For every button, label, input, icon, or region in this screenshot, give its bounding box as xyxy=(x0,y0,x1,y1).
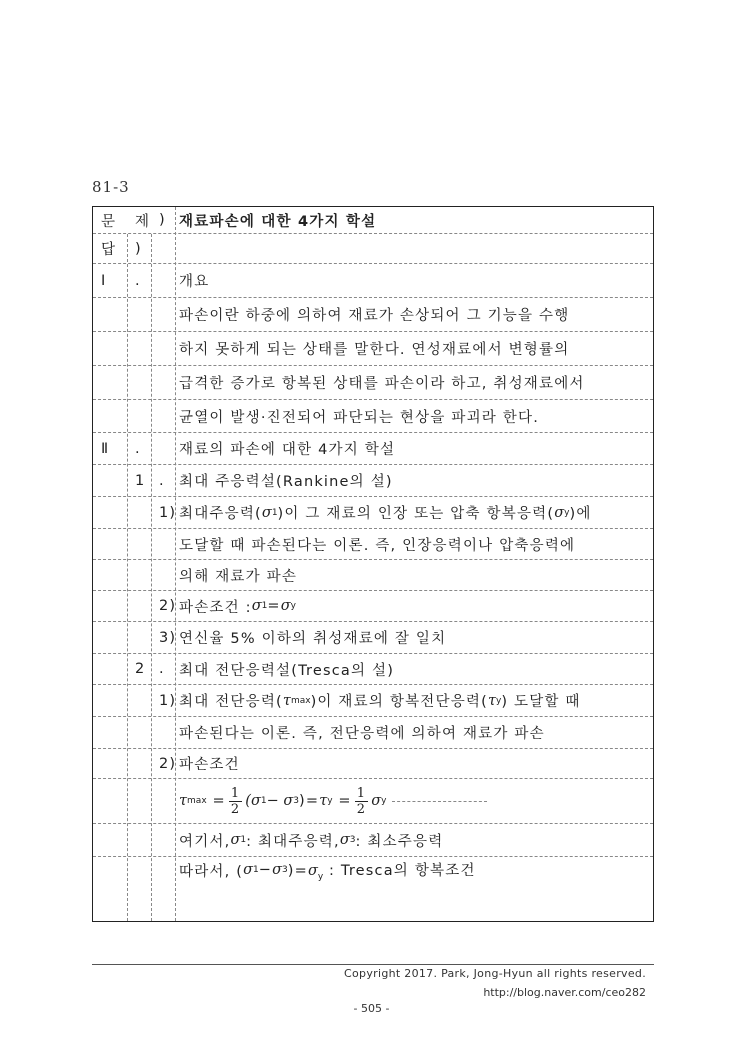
math-sub: 3 xyxy=(349,835,356,845)
row-marker-c: 3) xyxy=(159,629,177,646)
column-divider xyxy=(127,234,128,921)
row-marker-c: ) xyxy=(159,212,166,228)
table-row xyxy=(93,497,653,529)
text-part: )이 재료의 항복전단응력( xyxy=(310,694,488,710)
math-var: σ xyxy=(272,862,283,878)
row-text xyxy=(179,824,651,856)
eq-op: = xyxy=(338,793,352,809)
table-row xyxy=(93,591,653,622)
question-title: 재료파손에 대한 4가지 학설 xyxy=(179,213,377,230)
row-text: 의해 재료가 파손 xyxy=(179,568,298,585)
math-var: τ xyxy=(282,692,291,709)
row-text xyxy=(179,857,651,883)
math-sub: 1 xyxy=(253,865,259,875)
row-marker-b: . xyxy=(135,272,141,289)
eq-op: = xyxy=(212,793,226,809)
eq-sub: 3 xyxy=(293,796,299,806)
table-row xyxy=(93,234,653,264)
row-text: 균열이 발생·진전되어 파단되는 현상을 파괴라 한다. xyxy=(179,409,540,426)
table-row xyxy=(93,529,653,560)
table-row xyxy=(93,749,653,779)
math-sub: 1 xyxy=(261,601,268,611)
text-part: )이 그 재료의 인장 또는 압축 항복응력( xyxy=(277,506,555,522)
text-part: = xyxy=(267,598,281,614)
column-divider xyxy=(151,234,152,921)
text-part: ) 도달할 때 xyxy=(501,694,581,710)
math-var: σ xyxy=(230,832,241,848)
row-text: 도달할 때 파손된다는 이론. 즉, 인장응력이나 압축응력에 xyxy=(179,537,576,554)
math-sub: max xyxy=(290,695,311,706)
eq-sub: y xyxy=(381,796,387,806)
document-number: 81-3 xyxy=(92,178,130,196)
row-marker-a: 답 xyxy=(101,242,117,258)
eq-var: − σ xyxy=(266,793,294,809)
eq-sub: max xyxy=(187,796,207,806)
eq-sub: 1 xyxy=(260,796,267,806)
table-row xyxy=(93,622,653,654)
row-marker-a: Ⅱ xyxy=(101,440,110,457)
math-var: τ xyxy=(487,692,496,709)
text-part: )에 xyxy=(569,506,592,522)
math-sub: y xyxy=(564,507,570,518)
table-row xyxy=(93,366,653,400)
eq-sub: y xyxy=(327,796,333,806)
eq-num: 1 xyxy=(230,785,241,801)
table-row xyxy=(93,560,653,591)
eq-fraction xyxy=(355,786,368,817)
eq-op: ) xyxy=(299,793,306,809)
table-row xyxy=(93,685,653,717)
table-row xyxy=(93,654,653,685)
text-part: − xyxy=(258,862,273,878)
table-row xyxy=(93,824,653,857)
row-marker-b: ) xyxy=(135,240,142,257)
math-var: σ xyxy=(339,832,350,848)
math-var: σ xyxy=(243,862,254,878)
math-var: σ xyxy=(251,598,262,614)
text-part: 최대주응력( xyxy=(179,506,262,522)
math-sub: 1 xyxy=(240,835,247,845)
table-row xyxy=(93,779,653,824)
equation-underline xyxy=(392,801,487,802)
row-marker-c: . xyxy=(159,661,165,677)
table-row xyxy=(93,857,653,883)
eq-op: = xyxy=(305,793,320,809)
text-part: 여기서, xyxy=(179,833,231,850)
table-row xyxy=(93,264,653,298)
math-sub: y xyxy=(317,871,324,882)
row-text xyxy=(179,685,651,716)
row-text: 개요 xyxy=(179,274,210,290)
table-row xyxy=(93,332,653,366)
math-var: σ xyxy=(554,504,565,521)
table-row xyxy=(93,717,653,749)
eq-var: σ xyxy=(371,793,382,809)
row-text xyxy=(179,497,651,528)
row-text xyxy=(179,234,651,263)
eq-den: 2 xyxy=(356,801,367,817)
text-part: )$=\sigma_y$ : Tresca의 항복조건 xyxy=(287,862,476,882)
eq-var: (σ xyxy=(245,793,261,809)
eq-den: 2 xyxy=(230,801,241,817)
math-sub: 1 xyxy=(271,507,278,518)
row-marker-c: 2) xyxy=(159,598,177,614)
math-var: σ xyxy=(280,598,291,614)
row-marker-a: 문 xyxy=(101,213,117,230)
row-text: 파손이란 하중에 의하여 재료가 손상되어 그 기능을 수행 xyxy=(179,308,570,324)
column-divider xyxy=(175,207,176,921)
copyright-notice: Copyright 2017. Park, Jong-Hyun all rights reserved. xyxy=(344,967,646,980)
row-text: 하지 못하게 되는 상태를 말한다. 연성재료에서 변형률의 xyxy=(179,342,570,358)
row-text: 최대 주응력설(Rankine의 설) xyxy=(179,474,393,490)
row-marker-b: . xyxy=(135,440,141,457)
row-marker-c: 1) xyxy=(159,692,177,709)
text-part: 따라서, ( xyxy=(179,863,244,880)
table-row xyxy=(93,433,653,465)
row-marker-b: 1 xyxy=(135,472,146,489)
footer-rule xyxy=(92,964,654,965)
table-row xyxy=(93,207,653,234)
blog-url: http://blog.naver.com/ceo282 xyxy=(483,986,646,999)
text-part: : 최대주응력, xyxy=(246,833,340,850)
math-var: σ xyxy=(261,504,272,521)
table-row xyxy=(93,298,653,332)
row-marker-c: . xyxy=(159,472,165,489)
math-sub: y xyxy=(496,695,502,706)
math-sub: 3 xyxy=(282,865,288,875)
row-marker-a: Ⅰ xyxy=(101,272,107,289)
row-text: 급격한 증가로 항복된 상태를 파손이라 하고, 취성재료에서 xyxy=(179,376,585,392)
math-sub: y xyxy=(290,601,296,611)
answer-sheet-table xyxy=(92,206,654,922)
eq-fraction xyxy=(229,786,242,817)
eq-num: 1 xyxy=(356,785,367,801)
math-var: σ xyxy=(307,862,318,879)
eq-var: τ xyxy=(319,793,328,809)
row-text: 재료의 파손에 대한 4가지 학설 xyxy=(179,442,396,458)
text-part: 최대 전단응력( xyxy=(179,694,283,710)
row-marker-c: 1) xyxy=(159,504,177,521)
table-row xyxy=(93,400,653,433)
row-text: 연신율 5% 이하의 취성재료에 잘 일치 xyxy=(179,631,447,647)
row-text: 파손조건 xyxy=(179,757,240,773)
page-number: - 505 - xyxy=(353,1002,390,1015)
row-marker-b: 제 xyxy=(135,213,151,230)
eq-var: τ xyxy=(179,793,188,809)
text-part: 파손조건 : xyxy=(179,599,252,616)
row-text xyxy=(179,591,651,621)
row-text: 최대 전단응력설(Tresca의 설) xyxy=(179,662,395,679)
row-marker-c: 2) xyxy=(159,755,177,772)
table-row xyxy=(93,465,653,497)
text-part: : 최소주응력 xyxy=(355,833,444,850)
tresca-equation xyxy=(179,779,651,823)
row-text: 파손된다는 이론. 즉, 전단응력에 의하여 재료가 파손 xyxy=(179,726,545,742)
row-marker-b: 2 xyxy=(135,661,146,677)
